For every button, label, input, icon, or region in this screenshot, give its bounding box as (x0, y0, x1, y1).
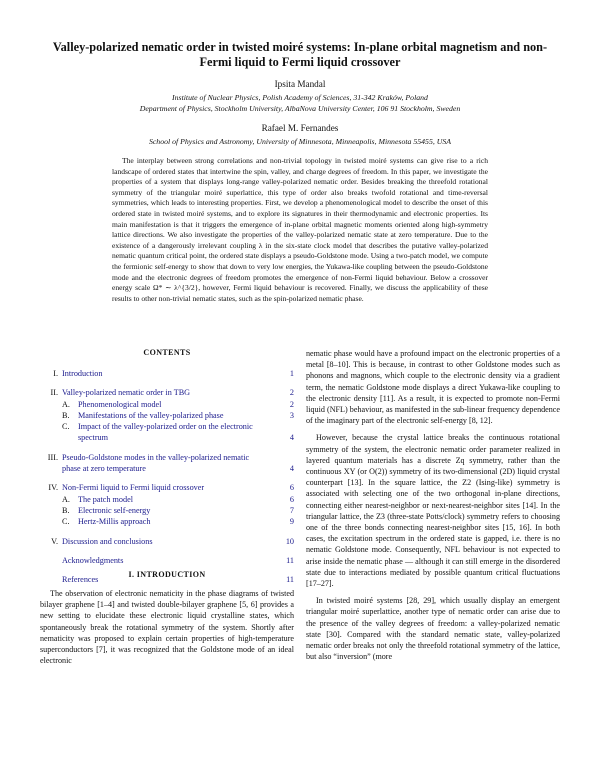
author-affiliation: School of Physics and Astronomy, University of Minnesota, Minneapolis, Minnesota 55455, USA (148, 137, 452, 146)
toc-entry[interactable] (40, 452, 294, 475)
toc-number: A. (62, 399, 70, 409)
toc-entry[interactable] (40, 410, 294, 421)
toc-entry[interactable] (40, 536, 294, 547)
toc-number: C. (62, 422, 70, 432)
toc-entry[interactable] (40, 494, 294, 505)
toc-link[interactable]: Acknowledgments (62, 555, 124, 565)
section-heading-introduction: I. INTRODUCTION (128, 570, 206, 579)
toc-entry[interactable] (40, 555, 294, 566)
toc-link[interactable]: Manifestations of the valley-polarized phase (78, 410, 224, 420)
author-name: Ipsita Mandal (274, 79, 326, 89)
intro-paragraph: In twisted moiré systems [28, 29], which usually display an emergent triangular moiré superlattice, another type of nematic order can arise due to the presence of the valley degrees of freedom: a valley-polarized nematic state [30]. Compared with the standard nematic state, valley-polarized nematic order breaks not only the threefold rotational symmetry of the lattice, but also “inversion” (more (306, 596, 560, 662)
toc-link[interactable]: Electronic self-energy (78, 505, 151, 515)
toc-number: I. (53, 369, 58, 378)
toc-number: IV. (48, 483, 58, 493)
toc-page[interactable]: 6 (289, 494, 294, 504)
toc-page[interactable]: 9 (289, 517, 294, 527)
toc-entry[interactable] (40, 505, 294, 516)
toc-page[interactable]: 3 (289, 410, 294, 420)
author-name: Rafael M. Fernandes (261, 123, 339, 133)
toc-entry[interactable] (40, 368, 294, 379)
paper-title: Valley-polarized nematic order in twisted moiré systems: In-plane orbital magnetism and non-Fermi liquid to Fermi liquid crossover (52, 40, 548, 69)
toc-page[interactable]: 7 (289, 505, 294, 515)
toc-link[interactable]: Discussion and conclusions (62, 536, 153, 546)
toc-link[interactable]: Impact of the valley-polarized order on the electronic spectrum (78, 422, 253, 443)
toc-number: C. (62, 517, 70, 527)
toc-link[interactable]: Introduction (62, 369, 103, 378)
toc-entry[interactable] (40, 421, 294, 444)
toc-number: B. (62, 505, 70, 515)
toc-page[interactable]: 1 (289, 369, 294, 378)
toc-number: II. (50, 388, 58, 398)
toc-number: III. (47, 452, 58, 462)
toc-page[interactable]: 4 (289, 433, 294, 443)
author-affiliation: Institute of Nuclear Physics, Polish Academy of Sciences, 31-342 Kraków, Poland (172, 93, 428, 102)
intro-paragraph: nematic phase would have a profound impact on the electronic properties of a metal [8–10]. This is because, in contrast to other Goldstone modes such as phonons and magnons, which couple to the electronic density via a gradient term, the nematic Goldstone mode displays a direct Yukawa-like coupling to the electronic density [11]. As a result, it is expected to promote non-Fermi liquid (NFL) behaviour, as manifested in the sub-linear frequency dependence of the imaginary part of the electronic self-energy [8, 12]. (306, 349, 560, 426)
toc-page[interactable]: 6 (289, 483, 294, 493)
table-of-contents (40, 368, 294, 585)
toc-entry[interactable] (40, 516, 294, 527)
toc-entry[interactable] (40, 482, 294, 493)
right-column (306, 348, 560, 662)
abstract: The interplay between strong correlations and non-trivial topology in twisted moiré systems can give rise to a rich landscape of ordered states that intertwine the spin, valley, and charge degrees of freedom. In this paper, we investigate the properties of a system that displays long-range valley-polarized nematic order. Besides breaking the threefold rotational symmetry of the triangular moiré superlattice, this type of order also breaks twofold rotational and time-reversal symmetries, which leads to interesting properties. First, we develop a phenomenological model to describe the onset of this ordered state in twisted moiré systems, and to explore its signatures in their thermodynamic and electronic properties. Its main manifestation is that it triggers the emergence of in-plane orbital magnetic moments oriented along high-symmetry lattice directions. We also investigate the properties of the valley-polarized nematic state at zero temperature. Due to the existence of a dangerously irrelevant coupling λ in the six-state clock model that describes the putative valley-polarized nematic quantum critical point, the ordered state displays a pseudo-Goldstone mode. Using a two-patch model, we compute the fermionic self-energy to show that down to very low energies, the Yukawa-like coupling between the pseudo-Goldstone mode and the electronic degrees of freedom promotes the emergence of non-Fermi liquid behaviour. Below a crossover energy scale Ω* ∼ λ^{3/2}, however, Fermi liquid behaviour is recovered. Finally, we discuss the applicability of these results to other non-trivial nematic states, such as the spin-polarized nematic phase. (112, 156, 488, 303)
toc-entry[interactable] (40, 387, 294, 398)
toc-link[interactable]: Non-Fermi liquid to Fermi liquid crossover (62, 483, 205, 493)
toc-number: V. (51, 536, 58, 546)
toc-page[interactable]: 11 (286, 575, 294, 585)
toc-link[interactable]: Pseudo-Goldstone modes in the valley-polarized nematic phase at zero temperature (62, 452, 250, 474)
toc-page[interactable]: 10 (285, 536, 294, 546)
toc-link[interactable]: Phenomenological model (78, 399, 162, 409)
toc-number: B. (62, 410, 70, 420)
toc-link[interactable]: References (62, 575, 99, 585)
intro-paragraph: The observation of electronic nematicity in the phase diagrams of twisted bilayer graphene [1–4] and twisted double-bilayer graphene [5, 6] provides a new setting to elucidate these electronic liquid crystalline states, which spontaneously break the rotational symmetry of the system. Shortly after nematicity was proposed to explain certain properties of high-temperature superconductors [7], it was recognized that the Goldstone mode of an ideal electronic (40, 589, 294, 666)
author-affiliation: Department of Physics, Stockholm University, AlbaNova University Center, 106 91 Stockholm, Sweden (139, 104, 461, 113)
toc-link[interactable]: The patch model (78, 494, 134, 504)
toc-number (40, 555, 58, 566)
toc-page[interactable]: 2 (289, 388, 294, 398)
toc-link[interactable]: Valley-polarized nematic order in TBG (62, 388, 191, 398)
intro-paragraph: However, because the crystal lattice breaks the continuous rotational symmetry of the system, the electronic nematic order parameter realized in layered quantum materials has a discrete Zq symmetry, rather than the continuous XY (or O(2)) symmetry of its two-dimensional (2D) liquid crystal counterpart [13]. In the square lattice, the Z2 (Ising-like) symmetry is associated with selecting one of the two orthogonal in-plane directions, connecting either nearest-neighbor or next-nearest-neighbor sites [14]. In the triangular lattice, the Z3 (three-state Potts/clock) symmetry refers to choosing one of the three bonds connecting nearest-neighbor sites [15, 16]. In both cases, the excitation spectrum in the ordered state is gapped, i.e. there is no nematic Goldstone mode. Consequently, NFL behaviour is not expected to arise inside the nematic phase — although it can still emerge in the disordered state due to interactions mediated by possible quantum critical fluctuations [17–27]. (306, 433, 560, 589)
toc-number: A. (62, 494, 70, 504)
toc-link[interactable]: Hertz-Millis approach (78, 517, 151, 527)
toc-page[interactable]: 4 (289, 464, 294, 474)
toc-entry[interactable] (40, 399, 294, 410)
toc-heading: CONTENTS (143, 348, 191, 357)
toc-page[interactable]: 2 (289, 399, 294, 409)
toc-page[interactable]: 11 (286, 555, 294, 565)
